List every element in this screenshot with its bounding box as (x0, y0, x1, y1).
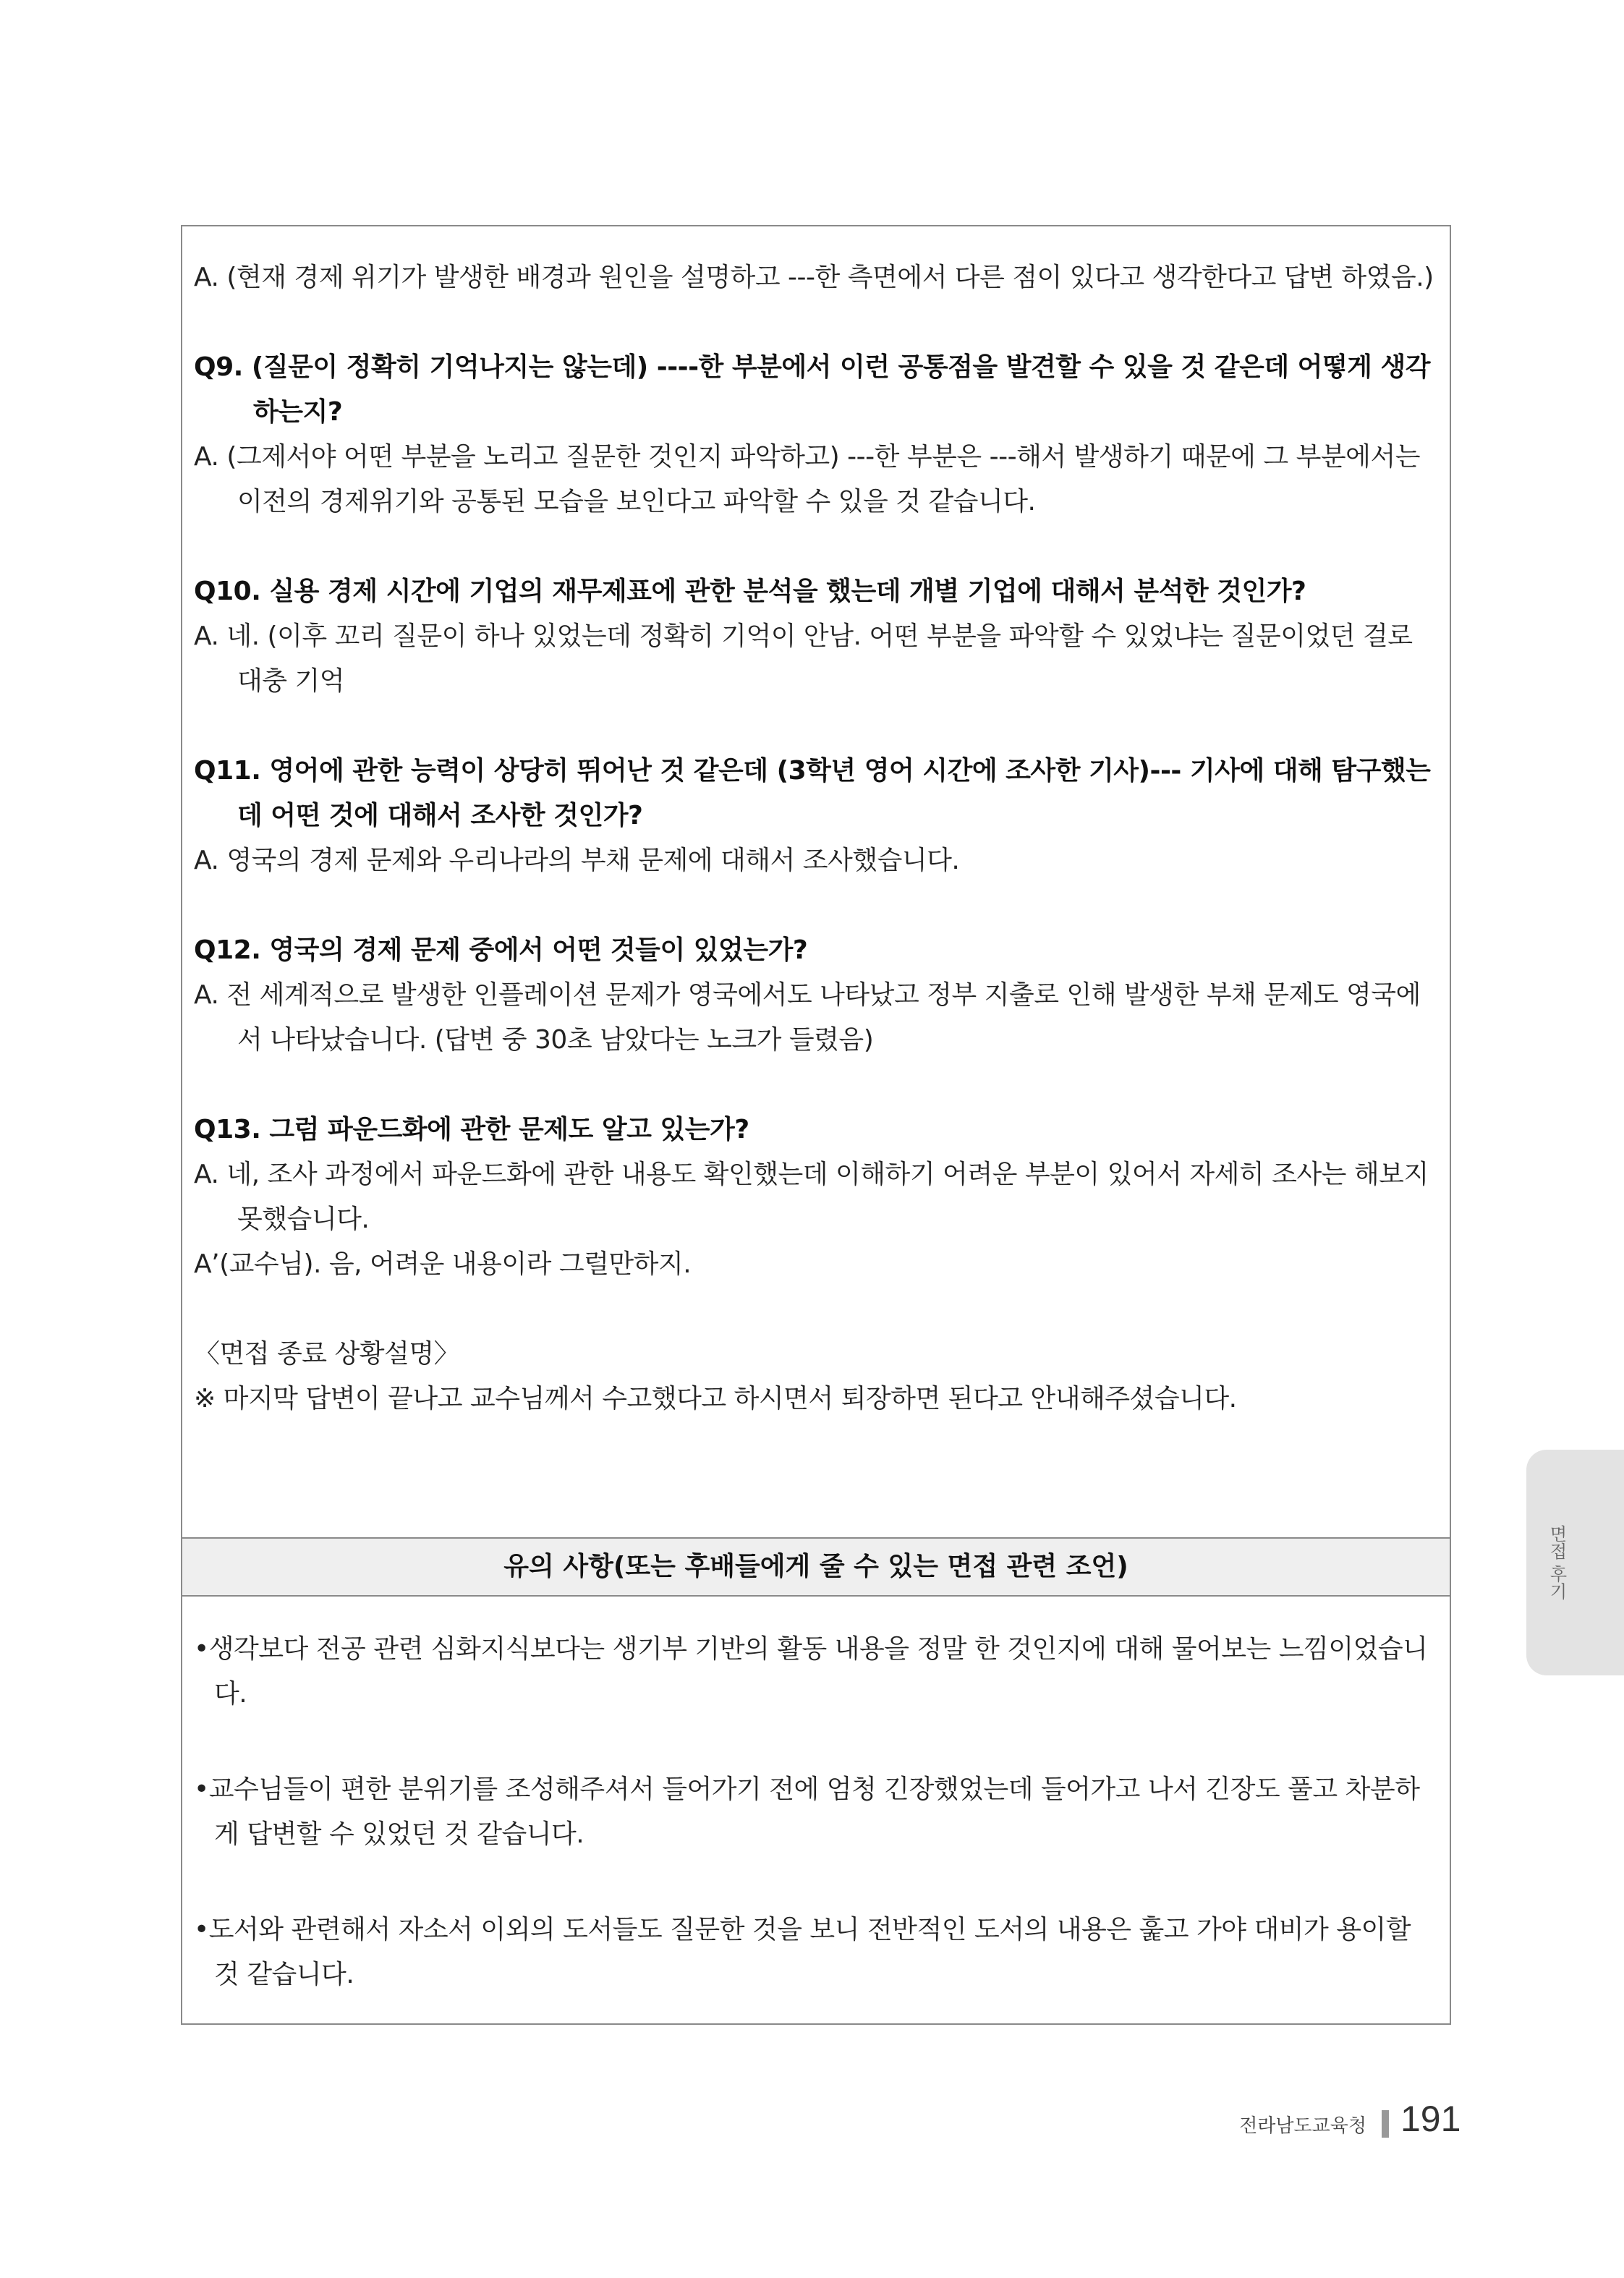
footer-divider (1382, 2110, 1389, 2138)
question-10: Q10. 실용 경제 시간에 기업의 재무제표에 관한 분석을 했는데 개별 기업에 대해서 분석한 것인가? (194, 577, 1306, 606)
answer-8: A. (현재 경제 위기가 발생한 배경과 원인을 설명하고 ---한 측면에서 다른 점이 있다고 생각한다고 답변 하였음.) (194, 263, 1434, 292)
side-tab-label: 면접 후기 (1547, 1525, 1567, 1600)
tip-item: •도서와 관련해서 자소서 이외의 도서들도 질문한 것을 보니 전반적인 도서의 내용은 훑고 가야 대비가 용이할 것 같습니다. (194, 1915, 1411, 1989)
qa-section (194, 255, 1437, 1421)
tips-list (194, 1627, 1437, 2048)
answer-11: A. 영국의 경제 문제와 우리나라의 부채 문제에 대해서 조사했습니다. (194, 846, 960, 875)
answer-12: A. 전 세계적으로 발생한 인플레이션 문제가 영국에서도 나타났고 정부 지출로 인해 발생한 부채 문제도 영국에서 나타났습니다. (답변 중 30초 남았다는 노크가 들렸음) (194, 980, 1421, 1055)
question-11: Q11. 영어에 관한 능력이 상당히 뛰어난 것 같은데 (3학년 영어 시간에 조사한 기사)--- 기사에 대해 탐구했는데 어떤 것에 대해서 조사한 것인가? (194, 756, 1431, 830)
page-number: 191 (1400, 2099, 1461, 2139)
answer-13: A. 네, 조사 과정에서 파운드화에 관한 내용도 확인했는데 이해하기 어려운 부분이 있어서 자세히 조사는 해보지 못했습니다. (194, 1160, 1429, 1234)
footer-organization: 전라남도교육청 (1239, 2115, 1366, 2137)
answer-10: A. 네. (이후 꼬리 질문이 하나 있었는데 정확히 기억이 안남. 어떤 부분을 파악할 수 있었냐는 질문이었던 걸로 대충 기억 (194, 621, 1413, 696)
section-title: 유의 사항(또는 후배들에게 줄 수 있는 면접 관련 조언) (182, 1537, 1450, 1597)
interview-record-box (181, 225, 1451, 2025)
closing-note: ※ 마지막 답변이 끝나고 교수님께서 수고했다고 하시면서 퇴장하면 된다고 안내해주셨습니다. (194, 1384, 1237, 1414)
tip-item: •교수님들이 편한 분위기를 조성해주셔서 들어가기 전에 엄청 긴장했었는데 들어가고 나서 긴장도 풀고 차분하게 답변할 수 있었던 것 같습니다. (194, 1775, 1420, 1849)
question-9: Q9. (질문이 정확히 기억나지는 않는데) ----한 부분에서 이런 공통점을 발견할 수 있을 것 같은데 어떻게 생각하는지? (194, 352, 1431, 427)
answer-9: A. (그제서야 어떤 부분을 노리고 질문한 것인지 파악하고) ---한 부분은 ---해서 발생하기 때문에 그 부분에서는 이전의 경제위기와 공통된 모습을 보인다고 파악할 수 있을 것 같습니다. (194, 442, 1420, 517)
tip-item: •생각보다 전공 관련 심화지식보다는 생기부 기반의 활동 내용을 정말 한 것인지에 대해 물어보는 느낌이었습니다. (194, 1634, 1428, 1709)
closing-heading: 〈면접 종료 상황설명〉 (194, 1339, 460, 1369)
question-13: Q13. 그럼 파운드화에 관한 문제도 알고 있는가? (194, 1115, 749, 1144)
question-12: Q12. 영국의 경제 문제 중에서 어떤 것들이 있었는가? (194, 935, 808, 965)
professor-reply: A’(교수님). 음, 어려운 내용이라 그럴만하지. (194, 1249, 692, 1279)
